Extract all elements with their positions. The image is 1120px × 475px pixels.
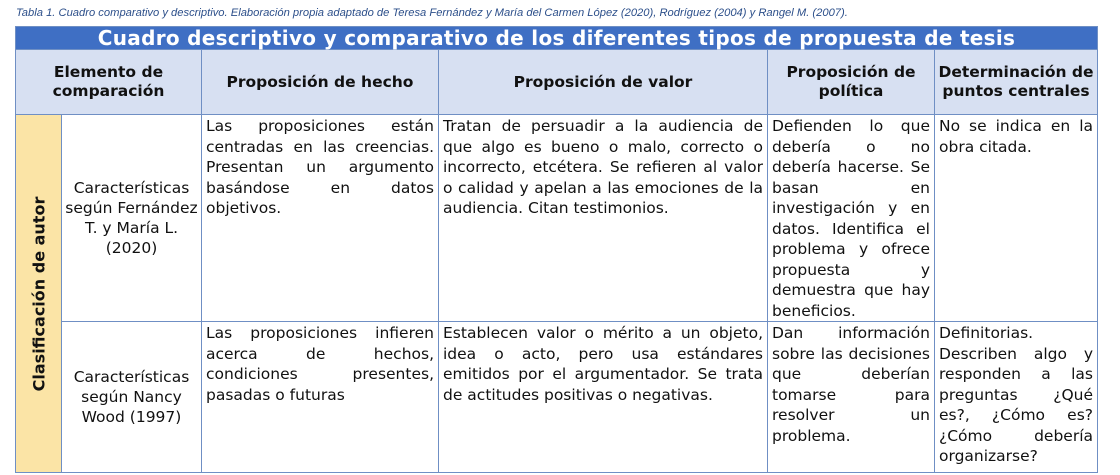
- header-row: [16, 50, 1098, 115]
- author-cell: Características según Nancy Wood (1997): [62, 322, 202, 473]
- table-row: [16, 322, 1098, 473]
- header-policy: Proposición de política: [768, 50, 935, 115]
- side-label-cell: [16, 115, 62, 473]
- policy-cell: Defienden lo que debería o no debería hacerse. Se basan en investigación y en datos. Identifica el problema y ofrece propuesta y demuestra que hay beneficios.: [768, 115, 935, 322]
- value-cell: Tratan de persuadir a la audiencia de que algo es bueno o malo, correcto o incorrecto, etcétera. Se refieren al valor o calidad y apelan a las emociones de la audiencia. Citan testimonios.: [439, 115, 768, 322]
- comparison-table: [15, 26, 1098, 473]
- table-row: [16, 115, 1098, 322]
- central-points-cell: Definitorias. Describen algo y responden a las preguntas ¿Qué es?, ¿Cómo es? ¿Cómo debería organizarse?: [935, 322, 1098, 473]
- fact-cell: Las proposiciones infieren acerca de hechos, condiciones presentes, pasadas o futuras: [202, 322, 439, 473]
- table-title: Cuadro descriptivo y comparativo de los diferentes tipos de propuesta de tesis: [16, 27, 1098, 50]
- policy-cell: Dan información sobre las decisiones que deberían tomarse para resolver un problema.: [768, 322, 935, 473]
- side-label: Clasificación de autor: [29, 196, 48, 391]
- author-cell: Características según Fernández T. y María L. (2020): [62, 115, 202, 322]
- table-caption: Tabla 1. Cuadro comparativo y descriptivo. Elaboración propia adaptado de Teresa Fernández y María del Carmen López (2020), Rodríguez (2004) y Rangel M. (2007).: [16, 7, 848, 19]
- central-points-cell: No se indica en la obra citada.: [935, 115, 1098, 322]
- header-fact: Proposición de hecho: [202, 50, 439, 115]
- header-element: Elemento de comparación: [16, 50, 202, 115]
- value-cell: Establecen valor o mérito a un objeto, idea o acto, pero usa estándares emitidos por el argumentador. Se trata de actitudes positivas o negativas.: [439, 322, 768, 473]
- header-value: Proposición de valor: [439, 50, 768, 115]
- title-row: [16, 27, 1098, 50]
- header-central-points: Determinación de puntos centrales: [935, 50, 1098, 115]
- fact-cell: Las proposiciones están centradas en las creencias. Presentan un argumento basándose en datos objetivos.: [202, 115, 439, 322]
